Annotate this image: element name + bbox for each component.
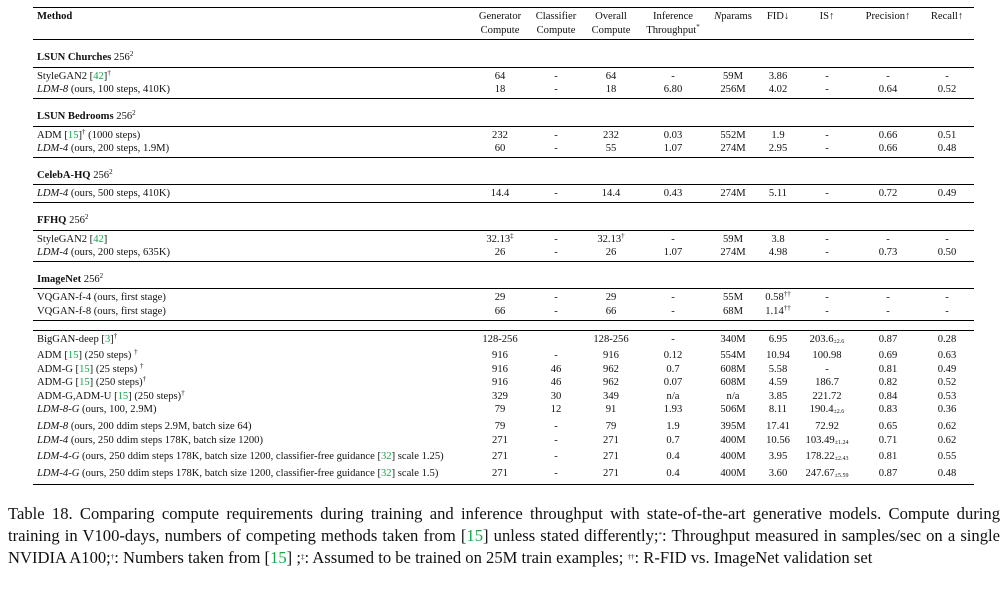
column-header-thr: Inference Throughput* (638, 8, 708, 40)
cell-prec: - (886, 70, 890, 82)
cell-rec: 0.53 (937, 390, 957, 402)
table-row (33, 390, 974, 404)
cell-overall: 64 (605, 70, 617, 82)
table-row (33, 230, 974, 246)
cell-cls: - (554, 350, 558, 362)
cell-overall: 271 (603, 451, 619, 463)
cell-gen: 29 (494, 292, 506, 304)
cell-params: 506M (720, 404, 746, 416)
cell-thr: - (671, 70, 675, 82)
cell-params: 552M (720, 129, 746, 141)
cell-method: LDM-4 (ours, 500 steps, 410K) (33, 185, 472, 203)
cell-overall: 916 (603, 350, 619, 362)
cell-method: BigGAN-deep [3]† (37, 331, 118, 345)
table-row (33, 305, 974, 320)
cell-rec: 0.49 (937, 363, 957, 375)
table-caption: Table 18. Comparing compute requirements during training and inference throughput with state-of-the-art generative models. Compute during training in V100-days, numbers of competing methods taken from [15] unless stated differently;*: Throughput measured in samples/sec on a single NVIDIA A100;†: Numbers taken from [15] ;‡: Assumed to be trained on 25M train examples; ††: R-FID vs. ImageNet validation set (8, 504, 1000, 567)
cell-thr: 0.4 (638, 467, 708, 485)
cell-fid: 3.86 (768, 70, 788, 82)
cell-params: 395M (720, 421, 746, 433)
cell-fid: 3.8 (771, 233, 785, 245)
cell-params: 400M (708, 467, 758, 485)
cell-prec: 0.73 (856, 246, 920, 261)
table-body (33, 40, 974, 485)
cell-rec: 0.28 (937, 333, 957, 345)
cell-rec: - (945, 292, 949, 304)
cell-fid: 17.41 (766, 421, 790, 433)
cell-gen: 14.4 (472, 185, 528, 203)
table-row (33, 67, 974, 83)
cell-prec: 0.66 (878, 129, 898, 141)
table-row (33, 420, 974, 434)
cell-fid: 1.9 (771, 129, 785, 141)
cell-overall: 18 (584, 83, 638, 98)
cell-overall: 29 (605, 292, 617, 304)
cell-cls: - (554, 70, 558, 82)
table-row (33, 185, 974, 203)
cell-thr: 0.03 (663, 129, 683, 141)
cell-is: - (825, 292, 829, 304)
cell-prec: 0.64 (856, 83, 920, 98)
cell-prec: 0.72 (856, 185, 920, 203)
cell-fid: 4.02 (758, 83, 798, 98)
cell-overall: 55 (584, 142, 638, 157)
cell-gen: 271 (492, 434, 508, 446)
cell-rec: 0.52 (937, 377, 957, 389)
cell-method: StyleGAN2 [42] (37, 233, 108, 245)
cell-thr: 1.9 (666, 421, 680, 433)
table-header (33, 8, 974, 40)
cell-is: 103.49±1.24 (805, 434, 849, 446)
cell-fid: 5.58 (768, 363, 788, 375)
section-divider (33, 320, 974, 330)
cell-method: ADM [15]† (1000 steps) (37, 127, 141, 141)
cell-prec: - (856, 305, 920, 320)
cell-params: 554M (720, 350, 746, 362)
cell-prec: - (886, 233, 890, 245)
cell-method: LDM-4 (ours, 200 steps, 1.9M) (33, 142, 472, 157)
cell-thr: 0.07 (663, 377, 683, 389)
cell-rec: 0.48 (920, 467, 974, 485)
cell-gen: 916 (492, 377, 508, 389)
section-title: LSUN Bedrooms $256^2$ (33, 98, 974, 126)
cell-thr: 0.12 (663, 350, 683, 362)
cell-rec: 0.62 (937, 421, 957, 433)
cell-is: 100.98 (812, 350, 842, 362)
table-row (33, 434, 974, 451)
cell-overall: 26 (584, 246, 638, 261)
table-row (33, 330, 974, 349)
cell-cls: 30 (550, 390, 562, 402)
cell-params: 68M (708, 305, 758, 320)
cell-rec: - (945, 70, 949, 82)
cell-thr: - (671, 292, 675, 304)
cell-cls: - (528, 142, 584, 157)
cell-method: LDM-4 (ours, 250 ddim steps 178K, batch size 1200) (37, 434, 263, 446)
cell-gen: 128-256 (482, 333, 518, 345)
cell-rec: 0.63 (937, 350, 957, 362)
table-row (33, 376, 974, 390)
table-row (33, 467, 974, 485)
section-title: FFHQ $256^2$ (33, 202, 974, 230)
column-header-is: IS↑ (798, 8, 856, 40)
cell-gen: 916 (492, 350, 508, 362)
table-row (33, 246, 974, 261)
cell-overall: 14.4 (584, 185, 638, 203)
cell-rec: 0.49 (920, 185, 974, 203)
cell-prec: 0.66 (856, 142, 920, 157)
cell-method: StyleGAN2 [42]† (37, 68, 111, 82)
cell-cls: 12 (550, 404, 562, 416)
cell-thr: 6.80 (638, 83, 708, 98)
cell-fid: 6.95 (768, 333, 788, 345)
cell-gen: 271 (472, 467, 528, 485)
cell-gen: 60 (472, 142, 528, 157)
cell-gen: 79 (494, 404, 506, 416)
cell-prec: 0.87 (856, 467, 920, 485)
cell-is: - (798, 83, 856, 98)
cell-is: 203.6±2.6 (809, 333, 845, 345)
cell-params: 340M (720, 333, 746, 345)
cell-overall: 32.13† (597, 231, 625, 245)
cell-is: 190.4±2.6 (809, 404, 845, 416)
cell-is: - (825, 363, 829, 375)
cell-gen: 64 (494, 70, 506, 82)
cell-overall: 232 (603, 129, 619, 141)
cell-params: 608M (720, 363, 746, 375)
cell-method: LDM-4-G (ours, 250 ddim steps 178K, batch size 1200, classifier-free guidance [32] scale 1.25) (37, 451, 444, 463)
cell-cls: - (528, 185, 584, 203)
cell-gen: 26 (472, 246, 528, 261)
cell-cls: - (528, 246, 584, 261)
cell-cls: - (554, 451, 558, 463)
column-header-params: Nparams (708, 8, 758, 40)
cell-rec: 0.48 (920, 142, 974, 157)
cell-is: - (825, 233, 829, 245)
section-title: ImageNet $256^2$ (33, 261, 974, 289)
cell-prec: 0.65 (878, 421, 898, 433)
cell-is: - (798, 305, 856, 320)
cell-cls: 46 (550, 377, 562, 389)
cell-prec: - (886, 292, 890, 304)
cell-gen: 79 (494, 421, 506, 433)
cell-thr: - (671, 333, 675, 345)
cell-params: 59M (722, 233, 743, 245)
cell-overall: 91 (605, 404, 617, 416)
cell-is: - (825, 129, 829, 141)
cell-cls: - (528, 305, 584, 320)
cell-cls: - (554, 129, 558, 141)
cell-params: 55M (722, 292, 743, 304)
table-row (33, 349, 974, 363)
cell-prec: 0.81 (878, 363, 898, 375)
cell-thr: 0.43 (638, 185, 708, 203)
cell-params: 274M (708, 185, 758, 203)
cell-is: - (825, 70, 829, 82)
cell-cls: - (554, 434, 558, 446)
section-title: LSUN Churches $256^2$ (33, 40, 974, 68)
cell-overall: 66 (584, 305, 638, 320)
cell-fid: 4.98 (758, 246, 798, 261)
cell-gen: 66 (472, 305, 528, 320)
cell-is: 186.7 (815, 377, 839, 389)
cell-is: 221.72 (812, 390, 842, 402)
section-header (33, 40, 974, 68)
cell-gen: 232 (492, 129, 508, 141)
cell-method: ADM-G,ADM-U [15] (250 steps)† (37, 388, 185, 402)
cell-prec: 0.84 (878, 390, 898, 402)
cell-cls: - (554, 292, 558, 304)
cell-params: 608M (720, 377, 746, 389)
cell-fid: 3.95 (768, 451, 788, 463)
cell-params: 274M (708, 246, 758, 261)
cell-fid: 0.58†† (765, 290, 791, 304)
cell-is: 72.92 (815, 421, 839, 433)
cell-thr: 1.07 (638, 246, 708, 261)
cell-params: 59M (722, 70, 743, 82)
cell-rec: 0.51 (937, 129, 957, 141)
cell-rec: 0.36 (937, 404, 957, 416)
cell-cls (528, 330, 584, 349)
cell-fid: 10.94 (766, 350, 790, 362)
cell-rec: - (945, 233, 949, 245)
cell-prec: 0.87 (878, 333, 898, 345)
table-row (33, 83, 974, 98)
section-header (33, 98, 974, 126)
cell-overall: 128-256 (593, 333, 629, 345)
cell-thr: - (671, 233, 675, 245)
cell-method: ADM [15] (250 steps) † (37, 348, 138, 362)
cell-gen: 32.13‡ (486, 231, 514, 245)
cell-is: - (798, 185, 856, 203)
column-header-cls: Classifier Compute (528, 8, 584, 40)
cell-method: LDM-8 (ours, 200 ddim steps 2.9M, batch size 64) (37, 421, 252, 433)
cell-prec: 0.81 (878, 451, 898, 463)
column-header-gen: Generator Compute (472, 8, 528, 40)
cell-method: VQGAN-f-8 (ours, first stage) (33, 305, 472, 320)
cell-thr: 1.93 (663, 404, 683, 416)
column-header-rec: Recall↑ (920, 8, 974, 40)
section-title: CelebA-HQ $256^2$ (33, 157, 974, 185)
cell-rec: 0.62 (937, 434, 957, 446)
cell-cls: - (554, 421, 558, 433)
section-header (33, 202, 974, 230)
cell-cls: 46 (550, 363, 562, 375)
cell-method: LDM-8 (ours, 100 steps, 410K) (33, 83, 472, 98)
cell-prec: 0.71 (878, 434, 898, 446)
cell-fid: 2.95 (758, 142, 798, 157)
cell-thr: n/a (666, 390, 680, 402)
section-header (33, 261, 974, 289)
cell-method: ADM-G [15] (250 steps)† (37, 375, 147, 389)
table-row (33, 289, 974, 305)
cell-method: VQGAN-f-4 (ours, first stage) (37, 292, 166, 304)
cell-fid: 3.60 (758, 467, 798, 485)
cell-rec: 0.55 (937, 451, 957, 463)
cell-is: - (798, 142, 856, 157)
cell-params: 400M (720, 451, 746, 463)
cell-thr: - (638, 305, 708, 320)
cell-rec: 0.52 (920, 83, 974, 98)
cell-overall: 271 (603, 434, 619, 446)
cell-rec: - (920, 305, 974, 320)
cell-thr: 0.7 (666, 434, 680, 446)
cell-prec: 0.83 (878, 404, 898, 416)
column-header-method: Method (33, 8, 472, 40)
cell-params: 274M (708, 142, 758, 157)
cell-gen: 916 (492, 363, 508, 375)
table-row (33, 126, 974, 142)
cell-fid: 8.11 (768, 404, 788, 416)
cell-thr: 0.4 (666, 451, 680, 463)
cell-cls: - (554, 233, 558, 245)
cell-fid: 1.14†† (758, 305, 798, 320)
cell-gen: 18 (472, 83, 528, 98)
table-row (33, 403, 974, 420)
cell-overall: 962 (603, 377, 619, 389)
cell-fid: 3.85 (768, 390, 788, 402)
cell-method: LDM-4 (ours, 200 steps, 635K) (33, 246, 472, 261)
table-row (33, 363, 974, 377)
cell-is: - (798, 246, 856, 261)
cell-method: ADM-G [15] (25 steps) † (37, 361, 144, 375)
cell-prec: 0.69 (878, 350, 898, 362)
cell-overall: 79 (605, 421, 617, 433)
cell-params: 400M (720, 434, 746, 446)
column-header-overall: Overall Compute (584, 8, 638, 40)
cell-method: LDM-4-G (ours, 250 ddim steps 178K, batch size 1200, classifier-free guidance [32] scale 1.5) (33, 467, 472, 485)
cell-thr: 1.07 (638, 142, 708, 157)
cell-thr: 0.7 (666, 363, 680, 375)
cell-params: 256M (708, 83, 758, 98)
cell-gen: 271 (492, 451, 508, 463)
column-header-prec: Precision↑ (856, 8, 920, 40)
cell-is: 178.22±2.43 (805, 451, 849, 463)
cell-params: n/a (726, 390, 740, 402)
results-table-container (33, 7, 974, 485)
table-row (33, 142, 974, 157)
cell-fid: 10.56 (766, 434, 790, 446)
cell-method: LDM-8-G (ours, 100, 2.9M) (37, 404, 157, 416)
cell-cls: - (528, 83, 584, 98)
cell-rec: 0.50 (920, 246, 974, 261)
cell-overall: 271 (584, 467, 638, 485)
cell-fid: 4.59 (768, 377, 788, 389)
results-table (33, 7, 974, 485)
section-header (33, 157, 974, 185)
cell-cls: - (528, 467, 584, 485)
cell-gen: 329 (492, 390, 508, 402)
cell-overall: 962 (603, 363, 619, 375)
cell-prec: 0.82 (878, 377, 898, 389)
column-header-fid: FID↓ (758, 8, 798, 40)
cell-is: 247.67±5.59 (798, 467, 856, 485)
table-row (33, 450, 974, 467)
cell-fid: 5.11 (758, 185, 798, 203)
cell-overall: 349 (603, 390, 619, 402)
